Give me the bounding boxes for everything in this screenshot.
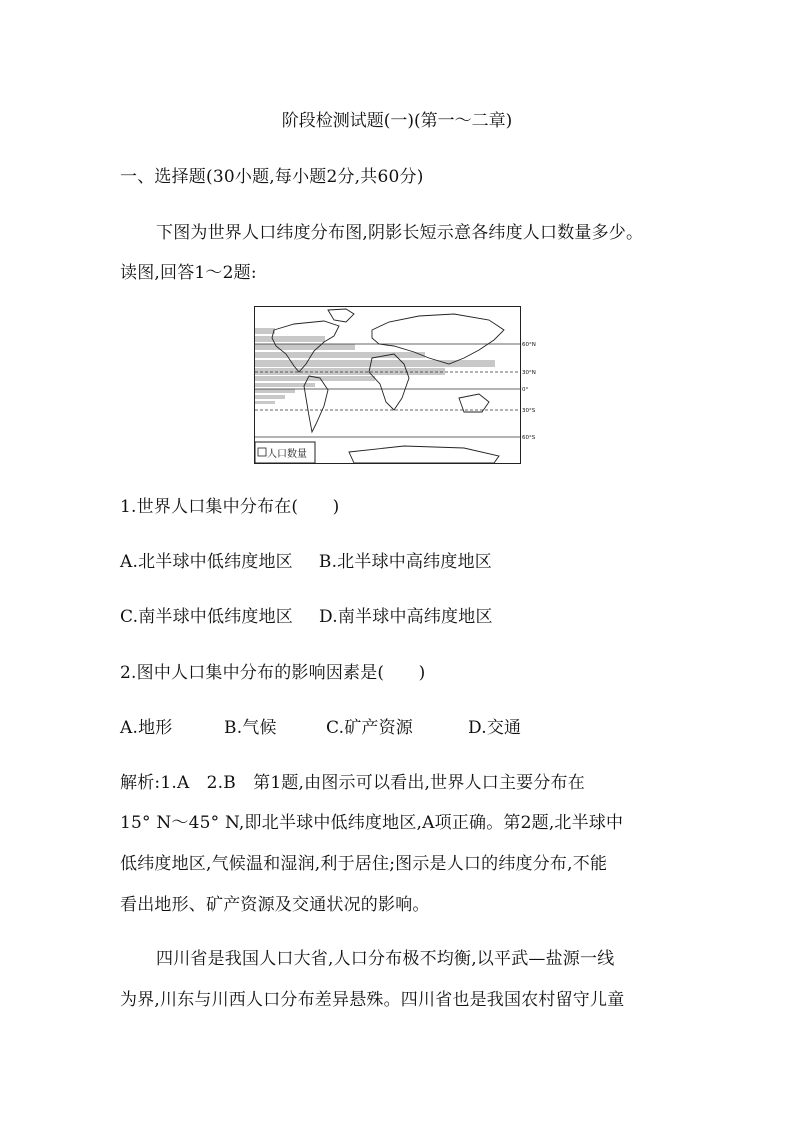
q2-option-b: B.气候	[224, 718, 277, 738]
q1-options-row-1	[120, 547, 492, 572]
q1-option-d: D.南半球中高纬度地区	[319, 607, 493, 627]
analysis-line-1: 解析:1.A 2.B 第1题,由图示可以看出,世界人口主要分布在	[120, 773, 585, 793]
passage-line-2: 为界,川东与川西人口分布差异悬殊。四川省也是我国农村留守儿童	[120, 990, 625, 1010]
lat-label-60n: 60°N	[522, 342, 536, 348]
legend-label: 人口数量	[267, 449, 307, 460]
lat-label-60s: 60°S	[522, 435, 536, 441]
q2-option-d: D.交通	[468, 718, 522, 738]
world-population-latitude-map	[254, 306, 550, 464]
q1-option-c: C.南半球中低纬度地区	[120, 607, 294, 627]
analysis-line-2: 15° N～45° N,即北半球中低纬度地区,A项正确。第2题,北半球中	[120, 813, 624, 833]
q2-option-a: A.地形	[120, 718, 173, 738]
lat-label-0: 0°	[522, 387, 529, 393]
q1-option-a: A.北半球中低纬度地区	[120, 552, 293, 572]
section-heading: 一、选择题(30小题,每小题2分,共60分)	[120, 167, 424, 187]
lat-label-30n: 30°N	[522, 370, 536, 376]
analysis-line-4: 看出地形、矿产资源及交通状况的影响。	[120, 895, 430, 915]
q2-options-row	[120, 713, 521, 738]
q1-options-row-2	[120, 602, 493, 627]
page-title: 阶段检测试题(一)(第一～二章)	[281, 111, 513, 131]
intro-line-2: 读图,回答1～2题:	[120, 263, 257, 283]
q2-stem: 2.图中人口集中分布的影响因素是( )	[120, 663, 426, 683]
intro-line-1: 下图为世界人口纬度分布图,阴影长短示意各纬度人口数量多少。	[156, 223, 644, 243]
analysis-line-3: 低纬度地区,气候温和湿润,利于居住;图示是人口的纬度分布,不能	[120, 854, 608, 874]
passage-line-1: 四川省是我国人口大省,人口分布极不均衡,以平武—盐源一线	[156, 949, 615, 969]
lat-label-30s: 30°S	[522, 408, 536, 414]
q1-option-b: B.北半球中高纬度地区	[318, 552, 492, 572]
q2-option-c: C.矿产资源	[326, 718, 414, 738]
q1-stem: 1.世界人口集中分布在( )	[120, 497, 340, 517]
